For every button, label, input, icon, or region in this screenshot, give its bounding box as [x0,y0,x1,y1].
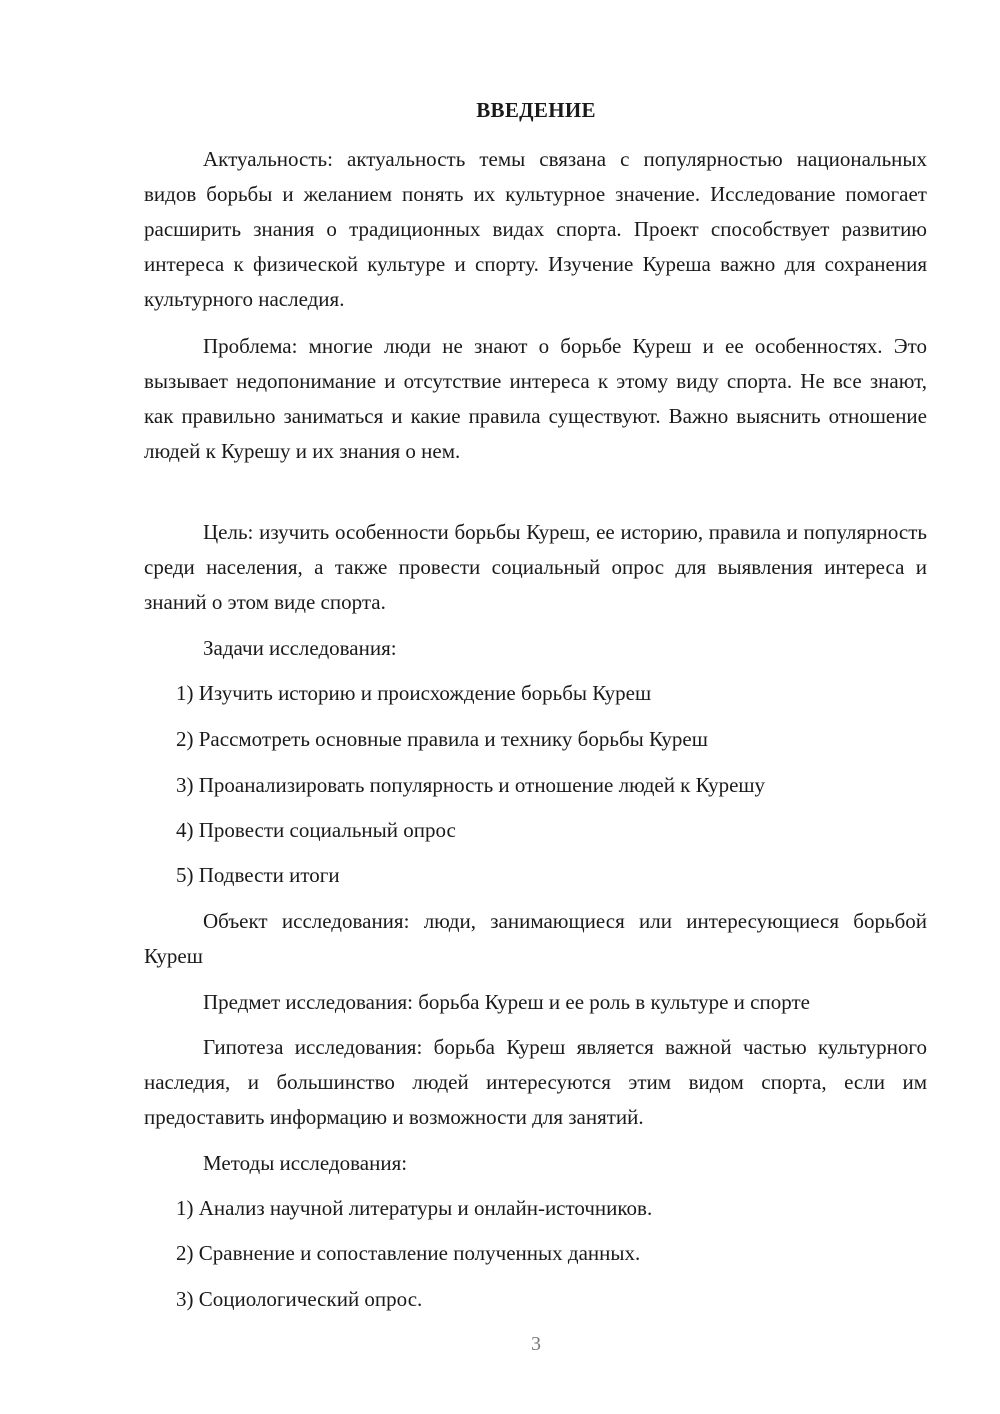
task-item-5: 5) Подвести итоги [176,863,340,887]
task-item-2: 2) Рассмотреть основные правила и технику борьбы Куреш [176,727,708,751]
method-item-1: 1) Анализ научной литературы и онлайн-источников. [176,1196,653,1220]
hypothesis-paragraph: Гипотеза исследования: борьба Куреш является важной частью культурного наследия, и большинство людей интересуются этим видом спорта, если им предоставить информацию и возможности для занятий. [144,1035,927,1129]
goal-paragraph: Цель: изучить особенности борьбы Куреш, ее историю, правила и популярность среди населения, а также провести социальный опрос для выявления интереса и знаний о этом виде спорта. [144,520,927,614]
task-item-4: 4) Провести социальный опрос [176,818,456,842]
page-number: 3 [531,1333,541,1355]
methods-heading: Методы исследования: [203,1151,408,1175]
relevance-paragraph: Актуальность: актуальность темы связана с популярностью национальных видов борьбы и желанием понять их культурное значение. Исследование помогает расширить знания о традиционных видах спорта. Проект способствует развитию интереса к физической культуре и спорту. Изучение Куреша важно для сохранения культурного наследия. [144,147,927,311]
method-item-3: 3) Социологический опрос. [176,1287,423,1311]
problem-paragraph: Проблема: многие люди не знают о борьбе Куреш и ее особенностях. Это вызывает недопонимание и отсутствие интереса к этому виду спорта. Не все знают, как правильно заниматься и какие правила существуют. Важно выяснить отношение людей к Курешу и их знания о нем. [144,334,927,463]
task-item-3: 3) Проанализировать популярность и отношение людей к Курешу [176,773,766,797]
subject-paragraph: Предмет исследования: борьба Куреш и ее роль в культуре и спорте [203,990,810,1014]
page-title: ВВЕДЕНИЕ [476,98,596,122]
task-item-1: 1) Изучить историю и происхождение борьбы Куреш [176,681,652,705]
object-paragraph: Объект исследования: люди, занимающиеся или интересующиеся борьбой Куреш [144,909,927,968]
method-item-2: 2) Сравнение и сопоставление полученных данных. [176,1241,641,1265]
tasks-heading: Задачи исследования: [203,636,397,660]
